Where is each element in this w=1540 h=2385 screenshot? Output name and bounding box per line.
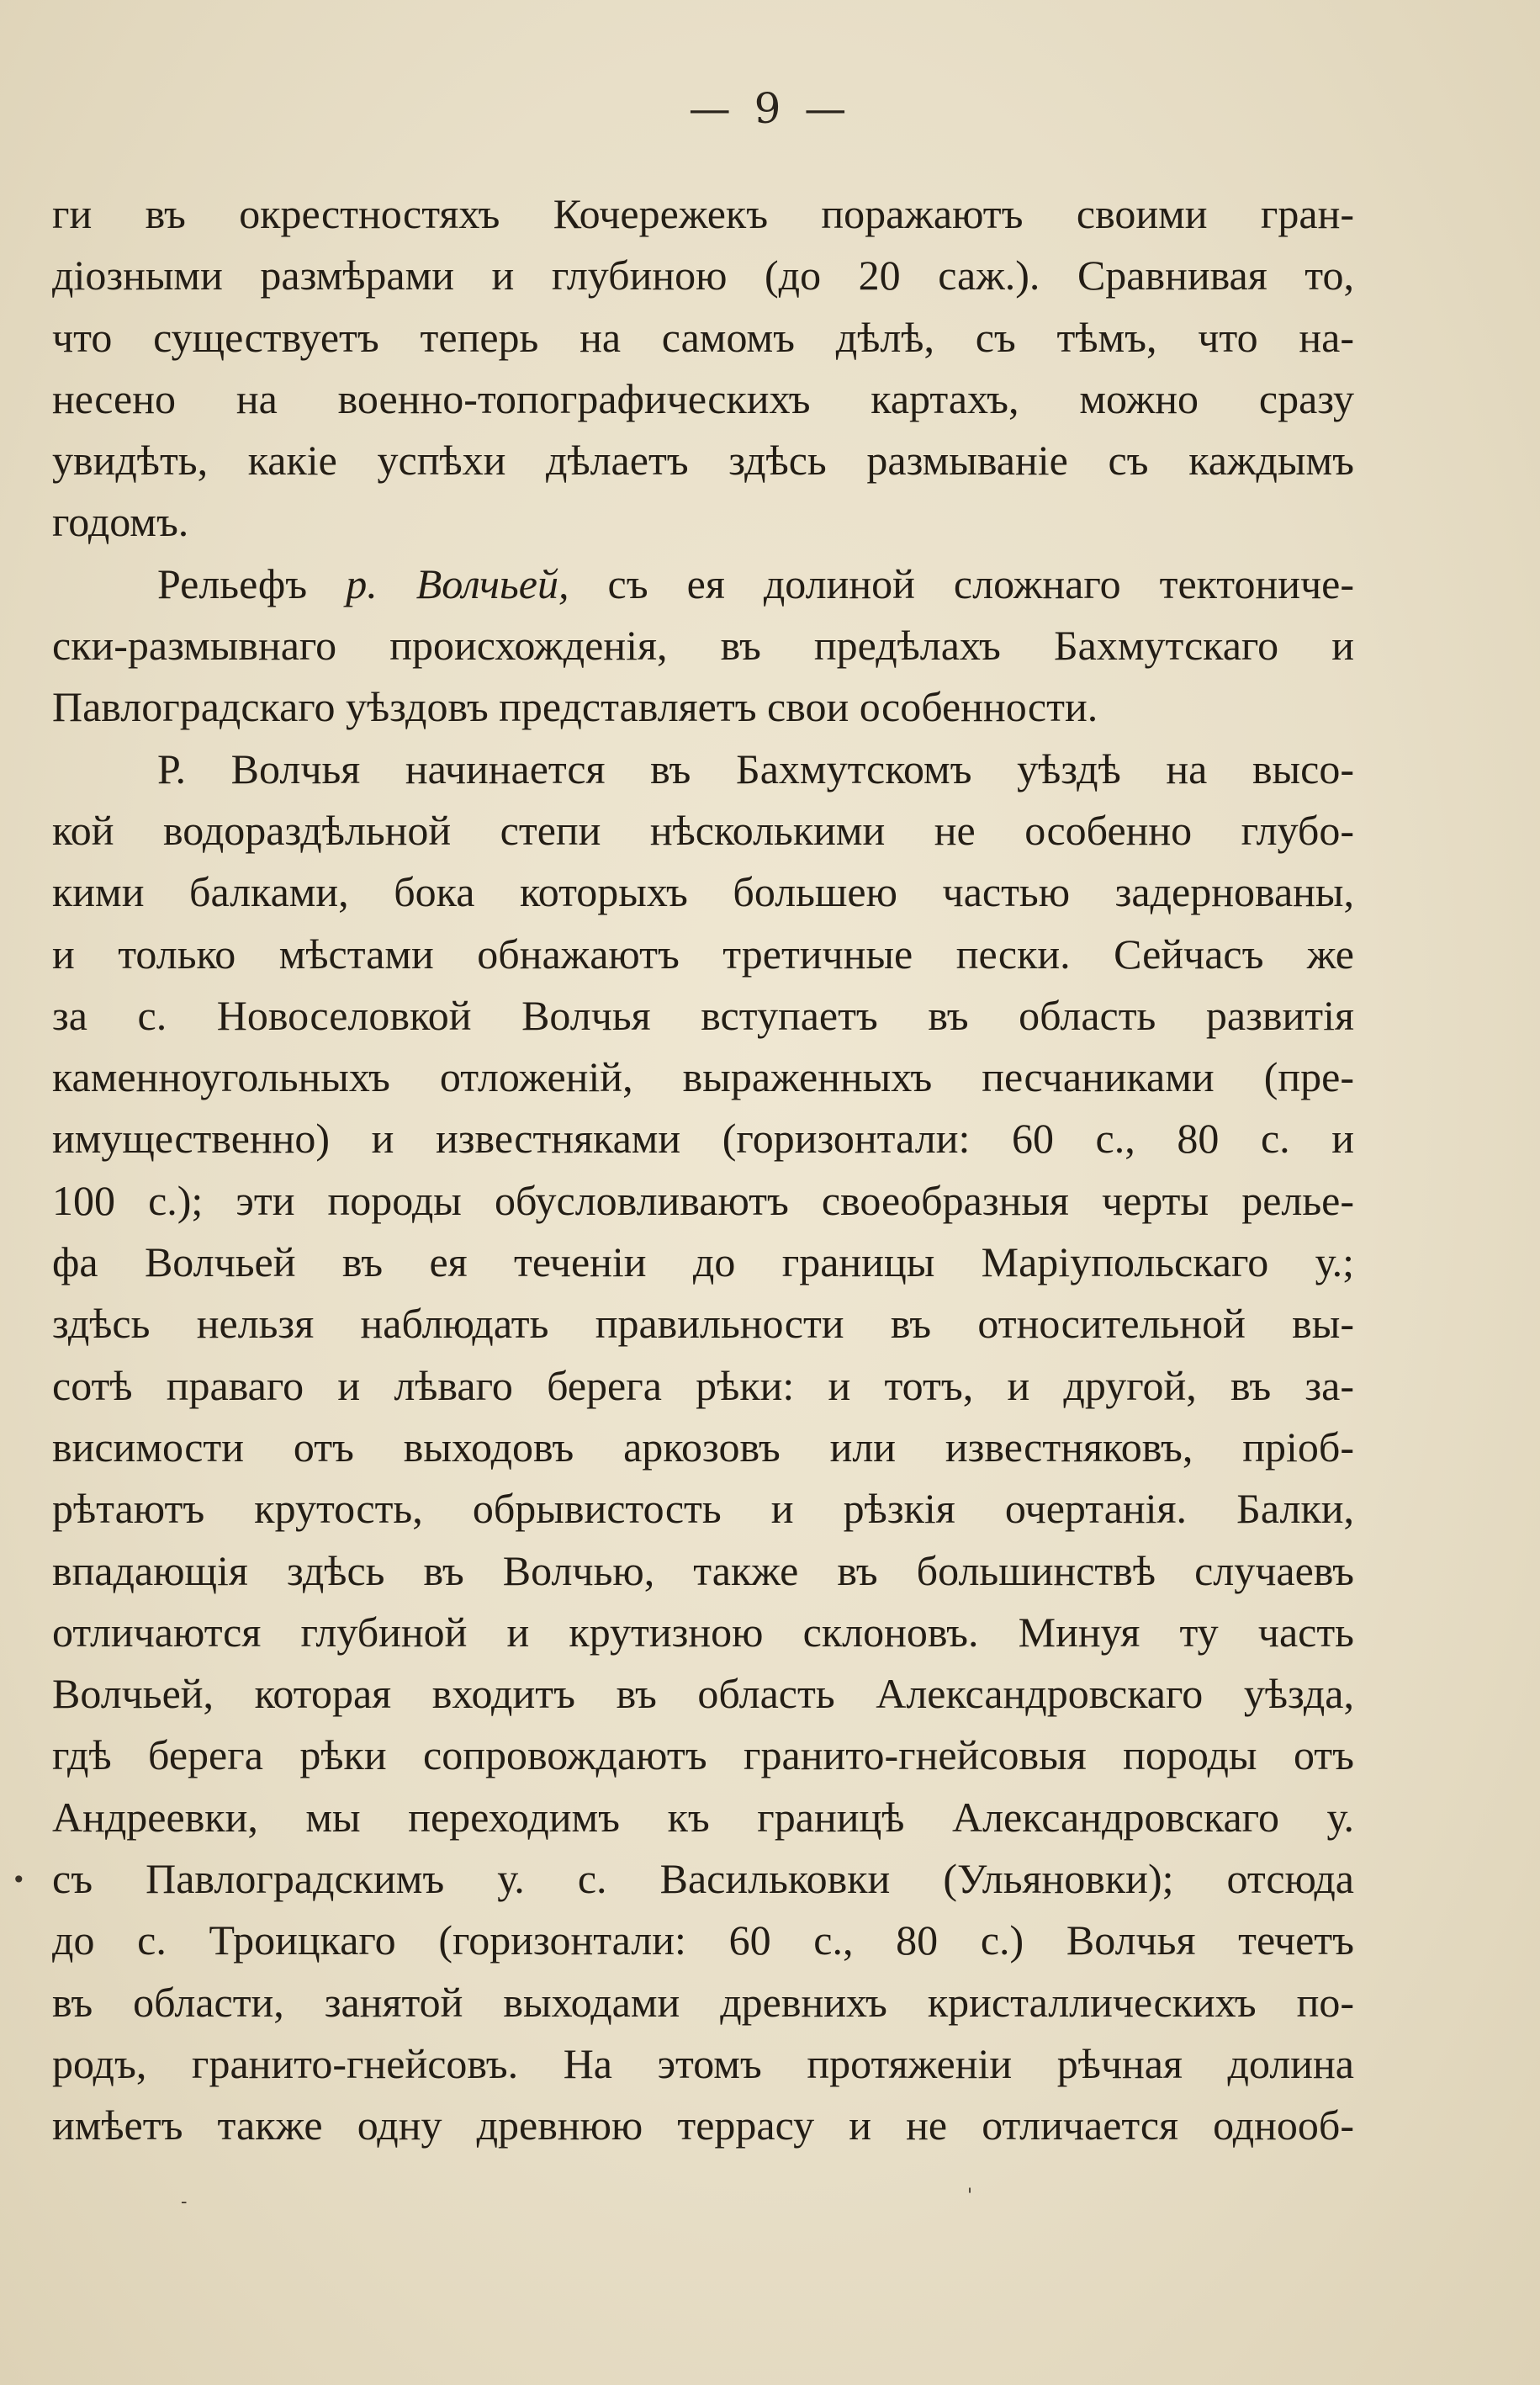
line-suffix: съ ея долиной сложнаго тектониче- — [569, 559, 1354, 607]
text-line: увидѣть, какіе успѣхи дѣлаетъ здѣсь размываніе съ каждымъ — [52, 437, 1354, 485]
line-prefix: Рельефъ — [157, 559, 347, 607]
text-line: отличаются глубиной и крутизною склоновъ. Минуя ту часть — [52, 1608, 1354, 1656]
text-line: 100 с.); эти породы обусловливаютъ своеобразныя черты релье- — [52, 1176, 1354, 1224]
text-line: имущественно) и известняками (горизонтали: 60 с., 80 с. и — [52, 1115, 1354, 1163]
text-line: впадающія здѣсь въ Волчью, также въ большинствѣ случаевъ — [52, 1546, 1354, 1594]
ink-speck: - — [181, 2192, 188, 2213]
text-line: до с. Троицкаго (горизонтали: 60 с., 80 с.) Волчья течетъ — [52, 1916, 1354, 1964]
text-line: Андреевки, мы переходимъ къ границѣ Александровскаго у. — [52, 1793, 1354, 1841]
page-number: — 9 — — [688, 84, 852, 133]
text-line: каменноугольныхъ отложеній, выраженныхъ песчаниками (пре- — [52, 1053, 1354, 1101]
text-line: ски-размывнаго происхожденія, въ предѣлахъ Бахмутскаго и — [52, 622, 1354, 670]
text-line: кой водораздѣльной степи нѣсколькими не особенно глубо- — [52, 806, 1354, 854]
text-line: несено на военно-топографическихъ картахъ, можно сразу — [52, 374, 1354, 422]
text-line: висимости отъ выходовъ аркозовъ или известняковъ, пріоб- — [52, 1423, 1354, 1471]
text-line: Р. Волчья начинается въ Бахмутскомъ уѣздѣ на высо- — [157, 745, 1354, 792]
text-line: имѣетъ также одну древнюю террасу и не отличается однооб- — [52, 2101, 1354, 2149]
text-line: за с. Новоселовкой Волчья вступаетъ въ область развитія — [52, 991, 1354, 1039]
text-line: фа Волчьей въ ея теченіи до границы Маріупольскаго у.; — [52, 1238, 1354, 1286]
text-line: рѣтаютъ крутость, обрывистость и рѣзкія очертанія. Балки, — [52, 1485, 1354, 1533]
river-name: р. Волчьей, — [346, 559, 569, 607]
text-line: сотѣ праваго и лѣваго берега рѣки: и тотъ, и другой, въ за- — [52, 1361, 1354, 1409]
text-line: кими балками, бока которыхъ большею частью задернованы, — [52, 868, 1354, 916]
text-line: здѣсь нельзя наблюдать правильности въ относительной вы- — [52, 1300, 1354, 1348]
ink-speck: ' — [967, 2186, 973, 2207]
text-line: въ области, занятой выходами древнихъ кристаллическихъ по- — [52, 1978, 1354, 2026]
text-line: діозными размѣрами и глубиною (до 20 саж.). Сравнивая то, — [52, 252, 1354, 299]
text-line: гдѣ берега рѣки сопровождаютъ гранито-гнейсовыя породы отъ — [52, 1731, 1354, 1779]
body-text — [52, 183, 1354, 2157]
text-line: годомъ. — [52, 498, 189, 546]
text-line: съ Павлоградскимъ у. с. Васильковки (Ульяновки); отсюда — [52, 1855, 1354, 1903]
text-line: Павлоградскаго уѣздовъ представляетъ свои особенности. — [52, 683, 1098, 731]
text-line: и только мѣстами обнажаютъ третичные пески. Сейчасъ же — [52, 930, 1354, 978]
ink-speck: • — [12, 1866, 26, 1894]
text-line — [52, 554, 1354, 615]
text-line: Волчьей, которая входитъ въ область Александровскаго уѣзда, — [52, 1670, 1354, 1718]
text-line: ги въ окрестностяхъ Кочережекъ поражаютъ своими гран- — [52, 190, 1354, 237]
text-line: родъ, гранито-гнейсовъ. На этомъ протяженіи рѣчная долина — [52, 2039, 1354, 2087]
text-line: что существуетъ теперь на самомъ дѣлѣ, съ тѣмъ, что на- — [52, 313, 1354, 361]
